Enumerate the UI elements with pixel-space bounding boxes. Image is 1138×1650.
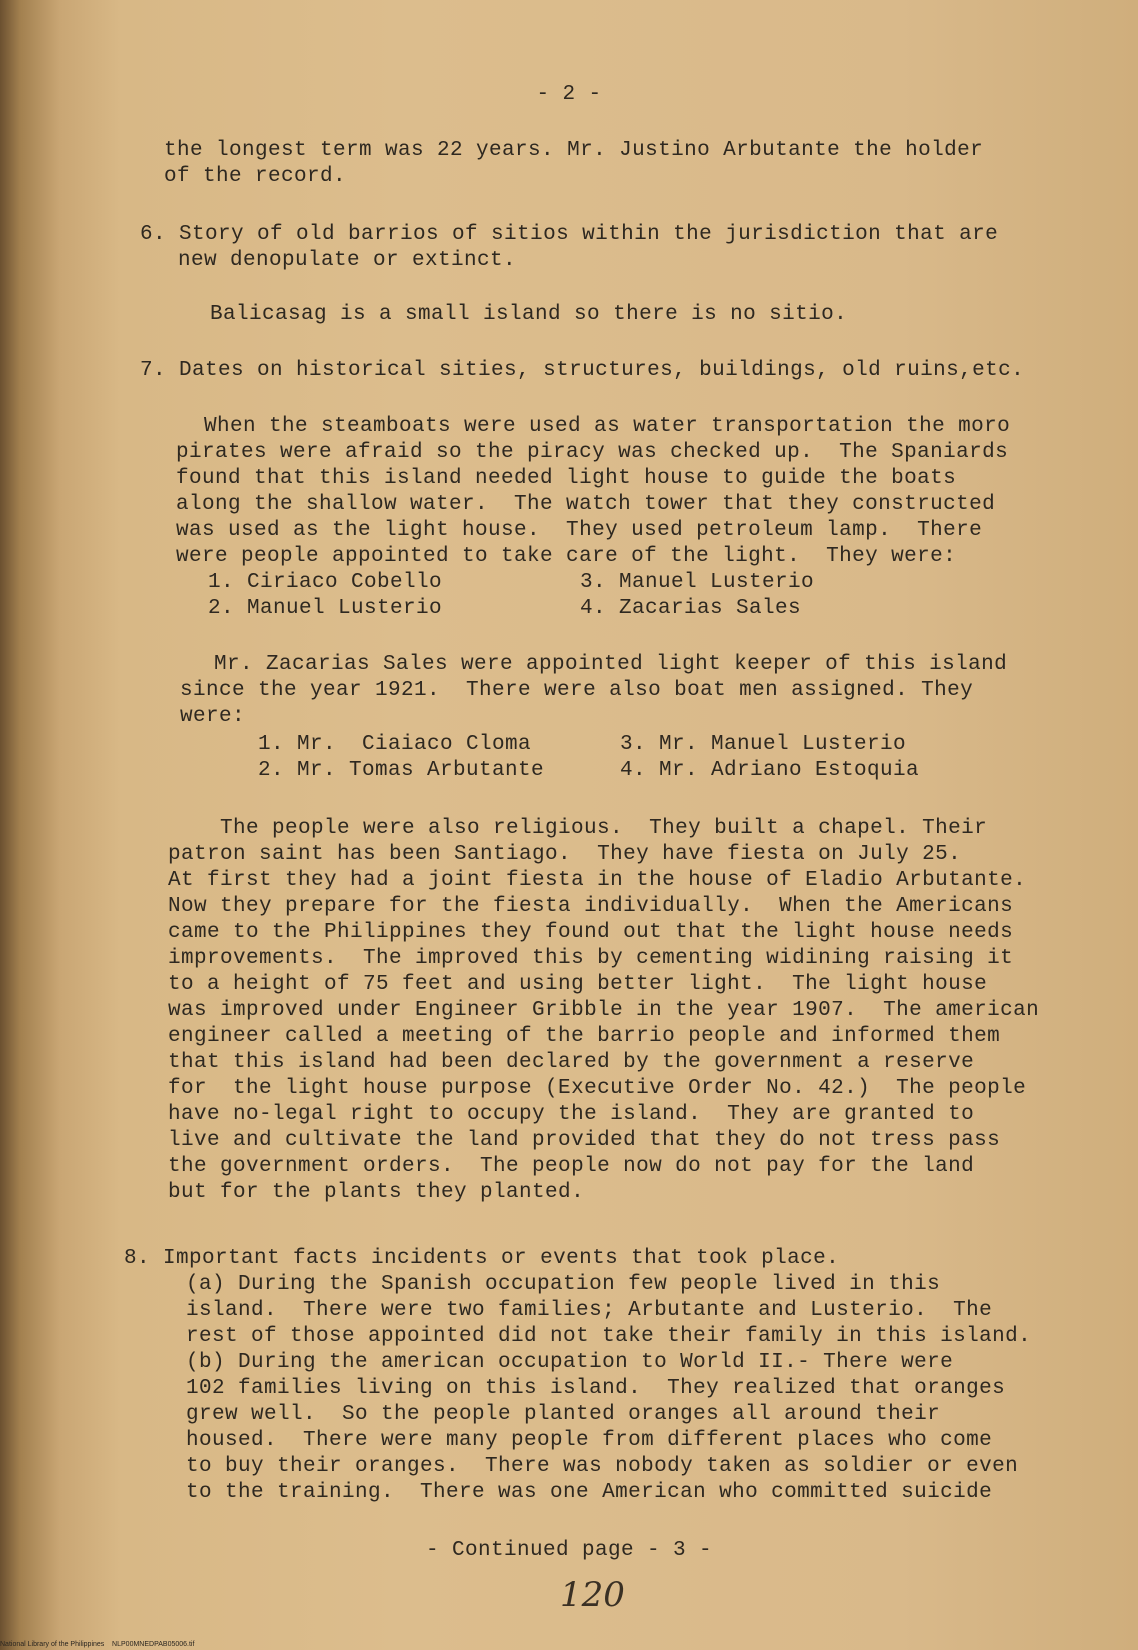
- list-item: 3. Mr. Manuel Lusterio: [620, 733, 907, 756]
- text-line: pirates were afraid so the piracy was checked up. The Spaniards: [176, 441, 1009, 464]
- text-line: (b) During the american occupation to World II.- There were: [186, 1351, 954, 1374]
- text-line: to a height of 75 feet and using better light. The light house: [168, 973, 988, 996]
- section-heading: 7. Dates on historical sities, structures, buildings, old ruins,etc.: [140, 359, 1025, 382]
- text-line: to the training. There was one American who committed suicide: [186, 1481, 993, 1504]
- text-line: rest of those appointed did not take their family in this island.: [186, 1325, 1032, 1348]
- list-item: 4. Mr. Adriano Estoquia: [620, 759, 920, 782]
- list-item: 1. Mr. Ciaiaco Cloma: [258, 733, 532, 756]
- text-line: were:: [180, 705, 246, 728]
- section-heading: new denopulate or extinct.: [178, 249, 517, 272]
- archive-caption: National Library of the Philippines NLP00MNEDPAB05006.tif: [0, 1641, 195, 1648]
- text-line: island. There were two families; Arbutante and Lusterio. The: [186, 1299, 993, 1322]
- text-line: At first they had a joint fiesta in the house of Eladio Arbutante.: [168, 869, 1027, 892]
- text-line: the government orders. The people now do not pay for the land: [168, 1155, 975, 1178]
- text-line: Now they prepare for the fiesta individually. When the Americans: [168, 895, 1014, 918]
- section-heading: 8. Important facts incidents or events that took place.: [124, 1247, 840, 1270]
- text-line: improvements. The improved this by cementing widining raising it: [168, 947, 1014, 970]
- list-item: 2. Mr. Tomas Arbutante: [258, 759, 545, 782]
- list-item: 1. Ciriaco Cobello: [208, 571, 443, 594]
- list-item: 4. Zacarias Sales: [580, 597, 802, 620]
- text-line: found that this island needed light house to guide the boats: [176, 467, 957, 490]
- text-line: housed. There were many people from different places who come: [186, 1429, 993, 1452]
- text-line: have no-legal right to occupy the island. They are granted to: [168, 1103, 975, 1126]
- list-item: 3. Manuel Lusterio: [580, 571, 815, 594]
- continued-note: - Continued page - 3 -: [425, 1539, 713, 1562]
- list-item: 2. Manuel Lusterio: [208, 597, 443, 620]
- page-number: - 2 -: [536, 83, 602, 106]
- text-line: for the light house purpose (Executive Order No. 42.) The people: [168, 1077, 1027, 1100]
- text-line: grew well. So the people planted oranges all around their: [186, 1403, 941, 1426]
- text-line: The people were also religious. They built a chapel. Their: [220, 817, 988, 840]
- text-line: Balicasag is a small island so there is no sitio.: [210, 303, 848, 326]
- text-line: was used as the light house. They used petroleum lamp. There: [176, 519, 983, 542]
- text-line: were people appointed to take care of the light. They were:: [176, 545, 957, 568]
- text-line: When the steamboats were used as water transportation the moro: [204, 415, 1011, 438]
- section-heading: 6. Story of old barrios of sitios within the jurisdiction that are: [140, 223, 999, 246]
- text-line: along the shallow water. The watch tower that they constructed: [176, 493, 996, 516]
- text-line: came to the Philippines they found out that the light house needs: [168, 921, 1014, 944]
- text-line: of the record.: [164, 165, 347, 188]
- text-line: but for the plants they planted.: [168, 1181, 585, 1204]
- text-line: 102 families living on this island. They realized that oranges: [186, 1377, 1006, 1400]
- text-line: Mr. Zacarias Sales were appointed light keeper of this island: [214, 653, 1008, 676]
- text-line: since the year 1921. There were also boat men assigned. They: [180, 679, 974, 702]
- text-line: (a) During the Spanish occupation few people lived in this: [186, 1273, 941, 1296]
- text-line: that this island had been declared by the government a reserve: [168, 1051, 975, 1074]
- text-line: engineer called a meeting of the barrio people and informed them: [168, 1025, 1001, 1048]
- text-line: was improved under Engineer Gribble in the year 1907. The american: [168, 999, 1040, 1022]
- text-line: the longest term was 22 years. Mr. Justino Arbutante the holder: [164, 139, 984, 162]
- text-line: live and cultivate the land provided that they do not tress pass: [168, 1129, 1001, 1152]
- handwritten-page-number: 120: [560, 1575, 625, 1615]
- text-line: to buy their oranges. There was nobody taken as soldier or even: [186, 1455, 1019, 1478]
- text-line: patron saint has been Santiago. They have fiesta on July 25.: [168, 843, 962, 866]
